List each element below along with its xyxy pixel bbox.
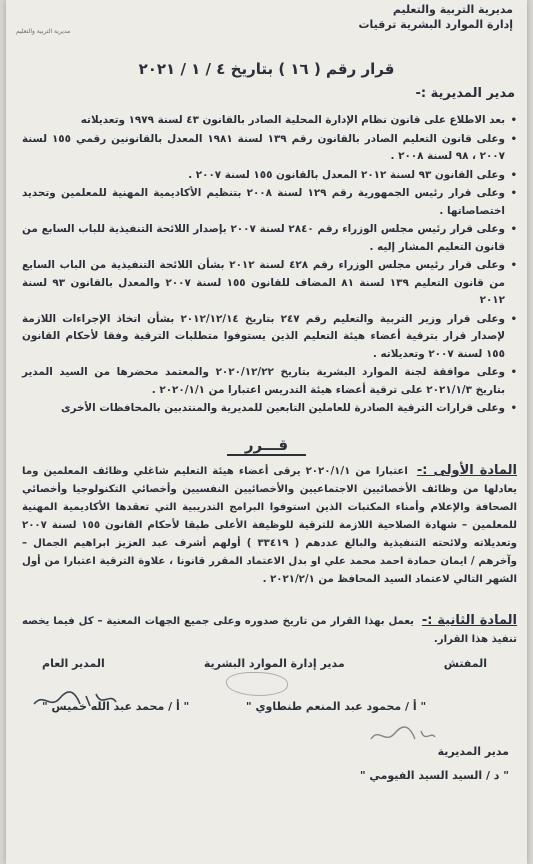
hr-signature-scribble: [226, 672, 288, 696]
article-one-label: المادة الأولى :-: [416, 463, 517, 478]
preamble-clause: • وعلى قرارات الترقية الصادرة للعاملين التابعين للمديرية والمنتدبين بالمحافظات الأخرى: [22, 400, 517, 418]
preamble-heading: مدير المديرية :-: [415, 86, 515, 101]
director-name: " د / السيد السيد الفيومي ": [359, 769, 509, 782]
article-one-text: اعتبارا من ٢٠٢٠/١/١ يرقى أعضاء هيئة التعليم شاغلي وظائف المعلمين وما يعادلها من وظائف الأخصائيين الاجتماعيين والأخصائيين النفسيين وأخصائي التكنولوجيا وأخصائي الصحافة والإعلام وأمناء المكتبات الذين استوفوا البرامج التدريبية التي تعقدها الأكاديمية المهنية للمعلمين – شهادة الصلاحية اللازمة للترقية للوظيفة الأعلى طبقا لأحكام القانون ١٥٥ لسنة ٢٠٠٧ وتعديلاته ولائحته التنفيذية والبالغ عددهم ( ٣٣٤١٩ ) أولهم أشرف عبد العزيز ابراهيم الجمال – وآخرهم / ايمان حمادة احمد محمد علي او بدل الاعتماد المقرر قانونا ، علاوة الترقية اعتبارا من أول الشهر التالي لاعتماد السيد المحافظ من ٢٠٢١/٢/١ .: [22, 466, 517, 585]
signature-names-row: [6, 700, 527, 713]
preamble-clauses: [22, 112, 517, 419]
hr-manager-name: " أ / محمود عبد المنعم طنطاوي ": [245, 700, 427, 713]
decision-number-title: قرار رقم ( ١٦ ) بتاريخ ٤ / ١ / ٢٠٢١: [138, 60, 395, 78]
letterhead-department: إدارة الموارد البشرية ترقيات: [358, 18, 513, 31]
decision-word: قـــرر: [227, 436, 306, 456]
signature-titles-row: [6, 657, 527, 670]
preamble-clause: • وعلى موافقة لجنة الموارد البشرية بتاريخ ٢٠٢٠/١٢/٢٢ والمعتمد محضرها من السيد المدير بتاريخ ٢٠٢١/١/٣ على ترقية أعضاء هيئة التدريس اعتبارا من ٢٠٢٠/١/١ .: [22, 364, 517, 399]
preamble-clause: • وعلى قرار رئيس مجلس الوزراء رقم ٢٨٤٠ لسنة ٢٠٠٧ بإصدار اللائحة التنفيذية للباب السابع من قانون التعليم المشار إليه .: [22, 221, 517, 256]
article-two-text: يعمل بهذا القرار من تاريخ صدوره وعلى جميع الجهات المعنية – كل فيما يخصه تنفيذ هذا القرار.: [22, 616, 517, 645]
preamble-clause: • وعلى قانون التعليم الصادر بالقانون رقم ١٣٩ لسنة ١٩٨١ المعدل بالقانونين رقمي ١٥٥ لسنة ٢٠٠٧ ، ٩٨ لسنة ٢٠٠٨ .: [22, 131, 517, 166]
preamble-clause: • وعلى القانون ٩٣ لسنة ٢٠١٢ المعدل بالقانون ١٥٥ لسنة ٢٠٠٧ .: [22, 167, 517, 185]
general-manager-name: " أ / محمد عبد الله خميس ": [42, 700, 190, 713]
document-page: [6, 0, 527, 864]
article-one: [22, 462, 517, 589]
preamble-clause: • بعد الاطلاع على قانون نظام الإدارة المحلية الصادر بالقانون ٤٣ لسنة ١٩٧٩ وتعديلاته: [22, 112, 517, 130]
article-two-label: المادة الثانية :-: [421, 613, 518, 628]
director-block: [309, 740, 509, 788]
reference-note: مديرية التربية والتعليم: [16, 28, 71, 35]
preamble-clause: • وعلى قرار رئيس الجمهورية رقم ١٢٩ لسنة ٢٠٠٨ بتنظيم الأكاديمية المهنية للمعلمين وتحديد اختصاصاتها .: [22, 185, 517, 220]
preamble-clause: • وعلى قرار وزير التربية والتعليم رقم ٢٤٧ بتاريخ ٢٠١٢/١٢/١٤ بشأن اتخاذ الإجراءات اللازمة لإصدار قرار بترقية أعضاء هيئة التعليم الذين يستوفوا متطلبات الترقية وفقا لأحكام القانون ١٥٥ لسنة ٢٠٠٧ وتعديلاته .: [22, 311, 517, 364]
letterhead: [293, 2, 513, 32]
hr-manager-title: مدير إدارة الموارد البشرية: [203, 657, 345, 670]
article-two: [22, 612, 517, 649]
letterhead-directorate: مديرية التربية والتعليم: [392, 3, 513, 16]
inspector-title: المفتش: [443, 657, 487, 670]
general-manager-title: المدير العام: [42, 657, 105, 670]
director-title: مدير المديرية: [437, 745, 509, 758]
decision-heading: [6, 436, 527, 454]
preamble-clause: • وعلى قرار رئيس مجلس الوزراء رقم ٤٢٨ لسنة ٢٠١٢ بشأن اللائحة التنفيذية من الباب السابع من قانون التعليم ١٣٩ لسنة ٨١ المضاف للقانون ١٥٥ لسنة ٢٠٠٧ والمعدل بالقانون ٩٣ لسنة ٢٠١٢: [22, 257, 517, 310]
